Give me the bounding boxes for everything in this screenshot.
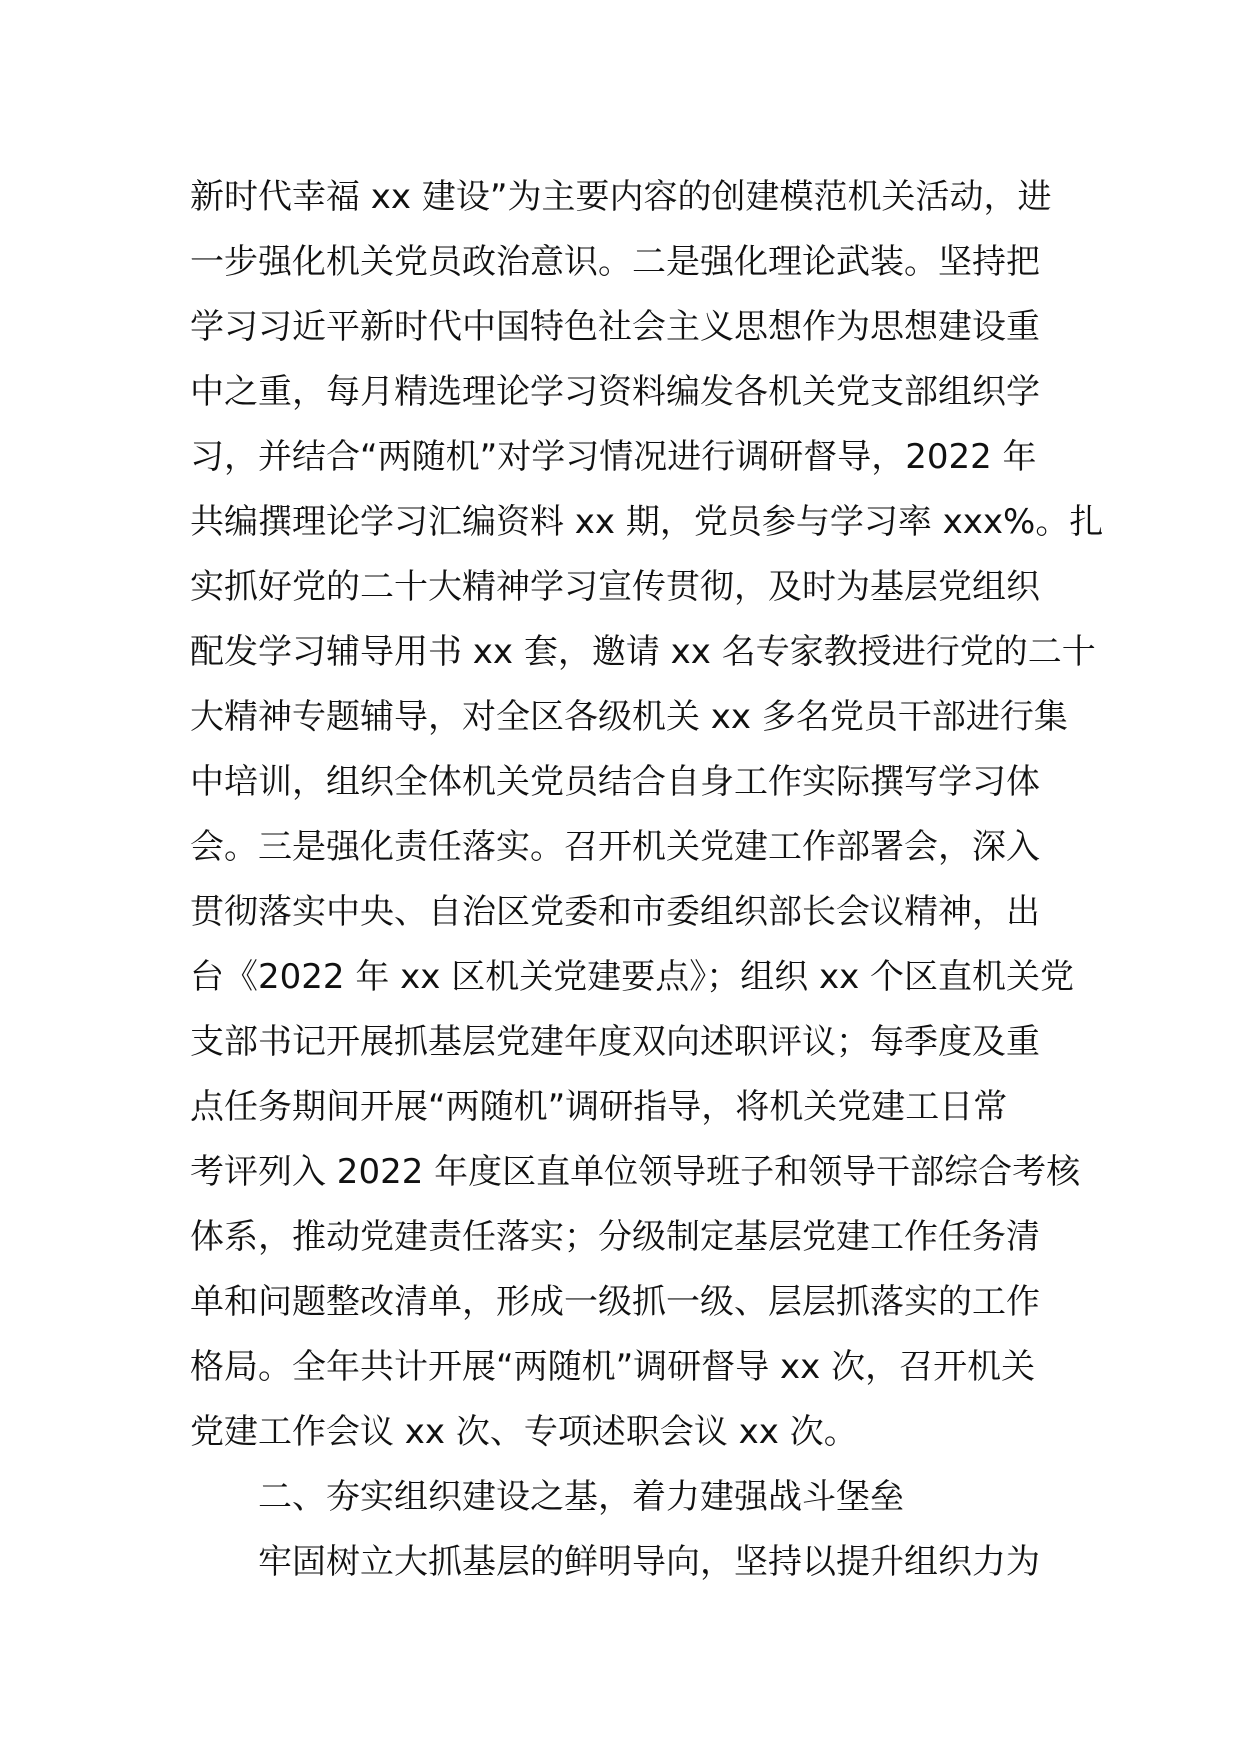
text-line: 配发学习辅导用书 xx 套，邀请 xx 名专家教授进行党的二十 [190,632,1096,672]
text-line: 支部书记开展抓基层党建年度双向述职评议；每季度及重 [190,1022,1040,1062]
text-line: 中培训，组织全体机关党员结合自身工作实际撰写学习体 [190,762,1040,802]
section-heading: 二、夯实组织建设之基，着力建强战斗堡垒 [258,1477,904,1517]
text-line: 单和问题整改清单，形成一级抓一级、层层抓落实的工作 [190,1282,1040,1322]
text-line: 贯彻落实中央、自治区党委和市委组织部长会议精神，出 [190,892,1040,932]
paragraph-first-line: 牢固树立大抓基层的鲜明导向，坚持以提升组织力为 [258,1542,1040,1582]
text-line: 体系，推动党建责任落实；分级制定基层党建工作任务清 [190,1217,1040,1257]
text-line: 中之重，每月精选理论学习资料编发各机关党支部组织学 [190,372,1040,412]
text-line: 实抓好党的二十大精神学习宣传贯彻，及时为基层党组织 [190,567,1040,607]
text-line: 一步强化机关党员政治意识。二是强化理论武装。坚持把 [190,242,1040,282]
text-line: 格局。全年共计开展“两随机”调研督导 xx 次，召开机关 [190,1347,1036,1387]
text-line: 台《2022 年 xx 区机关党建要点》；组织 xx 个区直机关党 [190,957,1075,997]
text-line: 党建工作会议 xx 次、专项述职会议 xx 次。 [190,1412,858,1452]
text-line: 新时代幸福 xx 建设”为主要内容的创建模范机关活动，进 [190,177,1052,217]
text-line: 点任务期间开展“两随机”调研指导，将机关党建工日常 [190,1087,1008,1127]
text-line: 考评列入 2022 年度区直单位领导班子和领导干部综合考核 [190,1152,1081,1192]
text-line: 会。三是强化责任落实。召开机关党建工作部署会，深入 [190,827,1040,867]
text-line: 习，并结合“两随机”对学习情况进行调研督导，2022 年 [190,437,1037,477]
text-line: 大精神专题辅导，对全区各级机关 xx 多名党员干部进行集 [190,697,1068,737]
body-text [190,165,1104,1595]
text-line: 学习习近平新时代中国特色社会主义思想作为思想建设重 [190,307,1040,347]
text-line: 共编撰理论学习汇编资料 xx 期，党员参与学习率 xxx%。扎 [190,502,1104,542]
